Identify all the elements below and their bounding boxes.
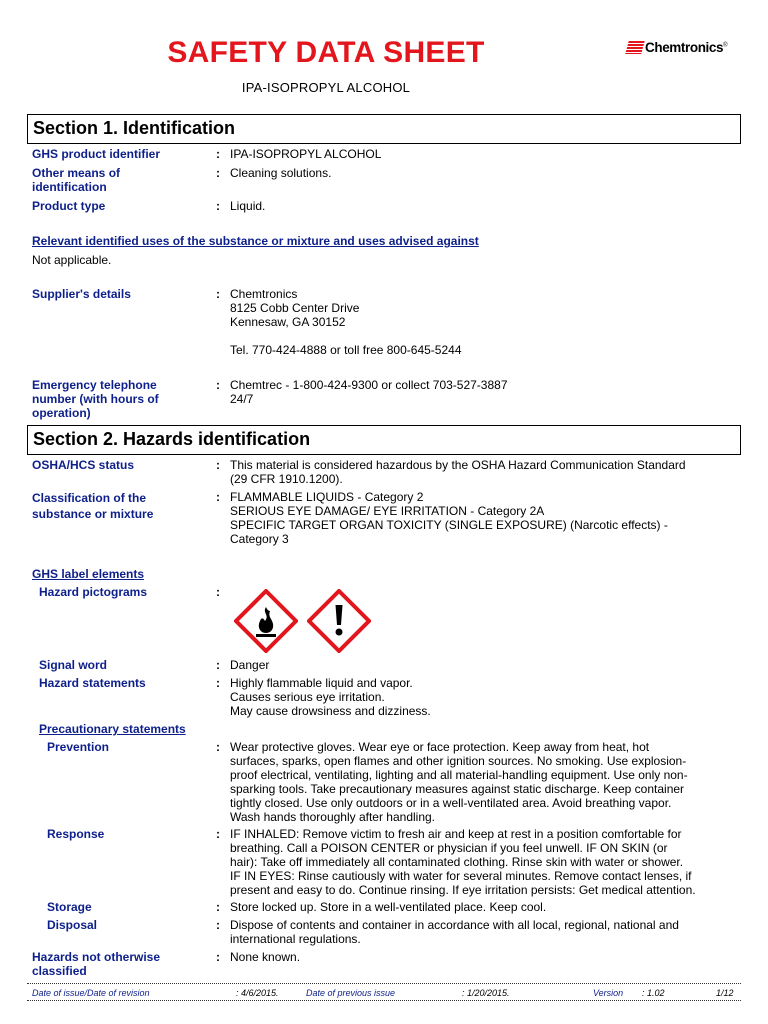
field-label: Hazard pictograms bbox=[39, 585, 148, 599]
response-text: IF INHALED: Remove victim to fresh air and keep at rest in a position comfortable for breathing. Call a POISON CENTER or physician if you feel unwell. IF ON SKIN (or hair): Take off immediately all contaminated clothing. Rinse skin with water or shower. IF IN EYES: Rinse cautiously with water for several minutes. Remove contact lenses, if present and easy to do. Continue rinsing. If eye irritation persists: Get medical attention. bbox=[230, 827, 696, 897]
logo-text: Chemtronics® bbox=[645, 40, 728, 55]
footer-bottom-divider bbox=[27, 1000, 741, 1001]
product-name: IPA-ISOPROPYL ALCOHOL bbox=[241, 80, 411, 95]
previous-issue-label: Date of previous issue bbox=[306, 988, 396, 998]
exclamation-pictogram-icon bbox=[307, 589, 371, 653]
issue-date-label: Date of issue/Date of revision bbox=[32, 988, 150, 998]
field-label: Storage bbox=[47, 900, 92, 914]
field-value: None known. bbox=[230, 950, 301, 964]
field-label: Classification of the substance or mixture bbox=[32, 491, 154, 521]
classification-list: FLAMMABLE LIQUIDS - Category 2 SERIOUS EYE DAMAGE/ EYE IRRITATION - Category 2A SPECIFIC TARGET ORGAN TOXICITY (SINGLE EXPOSURE) (Narcotic effects) - Category 3 bbox=[230, 490, 668, 546]
footer-divider bbox=[27, 983, 741, 984]
section-1-heading: Section 1. Identification bbox=[27, 114, 741, 144]
field-value: Store locked up. Store in a well-ventilated place. Keep cool. bbox=[230, 900, 547, 914]
field-label: Signal word bbox=[39, 658, 108, 672]
hazard-statements: Highly flammable liquid and vapor. Causes serious eye irritation. May cause drowsiness and dizziness. bbox=[230, 676, 431, 718]
field-value: This material is considered hazardous by the OSHA Hazard Communication Standard (29 CFR 1910.1200). bbox=[230, 458, 686, 486]
field-label: Hazard statements bbox=[39, 676, 146, 690]
field-label: Emergency telephone number (with hours of operation) bbox=[32, 378, 159, 420]
field-label: Product type bbox=[32, 199, 106, 213]
version-value: : 1.02 bbox=[642, 988, 665, 998]
emergency-phone: Chemtrec - 1-800-424-9300 or collect 703-527-3887 24/7 bbox=[230, 378, 508, 406]
field-label: Prevention bbox=[47, 740, 110, 754]
section-2-heading: Section 2. Hazards identification bbox=[27, 425, 741, 455]
field-label: OSHA/HCS status bbox=[32, 458, 135, 472]
chemtronics-logo bbox=[627, 40, 727, 55]
ghs-label-elements-heading: GHS label elements bbox=[32, 567, 145, 581]
logo-stripes-icon bbox=[625, 41, 644, 54]
supplier-details: Chemtronics 8125 Cobb Center Drive Kennesaw, GA 30152 Tel. 770-424-4888 or toll free 800-645-5244 bbox=[230, 287, 462, 357]
issue-date-value: : 4/6/2015. bbox=[236, 988, 279, 998]
previous-issue-value: : 1/20/2015. bbox=[462, 988, 510, 998]
prevention-text: Wear protective gloves. Wear eye or face protection. Keep away from heat, hot surfaces, sparks, open flames and other ignition sources. No smoking. Use explosion- proof electrical, ventilating, lighting and all material-handling equipment. Use only non- sparking tools. Take precautionary measures against static discharge. Keep container tightly closed. Use only outdoors or in a well-ventilated area. Avoid breathing vapor. Wash hands thoroughly after handling. bbox=[230, 740, 688, 824]
page-number: 1/12 bbox=[716, 988, 734, 998]
field-value: Liquid. bbox=[230, 199, 266, 213]
field-label: Supplier's details bbox=[32, 287, 131, 301]
precautionary-statements-heading: Precautionary statements bbox=[39, 722, 186, 736]
version-label: Version bbox=[593, 988, 624, 998]
flame-pictogram-icon bbox=[234, 589, 298, 653]
field-value: Cleaning solutions. bbox=[230, 166, 332, 180]
field-label: Other means of identification bbox=[32, 166, 121, 194]
field-label: Disposal bbox=[47, 918, 98, 932]
field-value: Danger bbox=[230, 658, 270, 672]
relevant-uses-value: Not applicable. bbox=[32, 253, 112, 267]
disposal-text: Dispose of contents and container in accordance with all local, regional, national and international regulations. bbox=[230, 918, 679, 946]
field-label: Hazards not otherwise classified bbox=[32, 950, 161, 978]
field-label: GHS product identifier bbox=[32, 147, 161, 161]
field-label: Response bbox=[47, 827, 105, 841]
document-title: SAFETY DATA SHEET bbox=[167, 36, 485, 69]
field-value: IPA-ISOPROPYL ALCOHOL bbox=[230, 147, 382, 161]
relevant-uses-heading: Relevant identified uses of the substance or mixture and uses advised against bbox=[32, 234, 479, 248]
